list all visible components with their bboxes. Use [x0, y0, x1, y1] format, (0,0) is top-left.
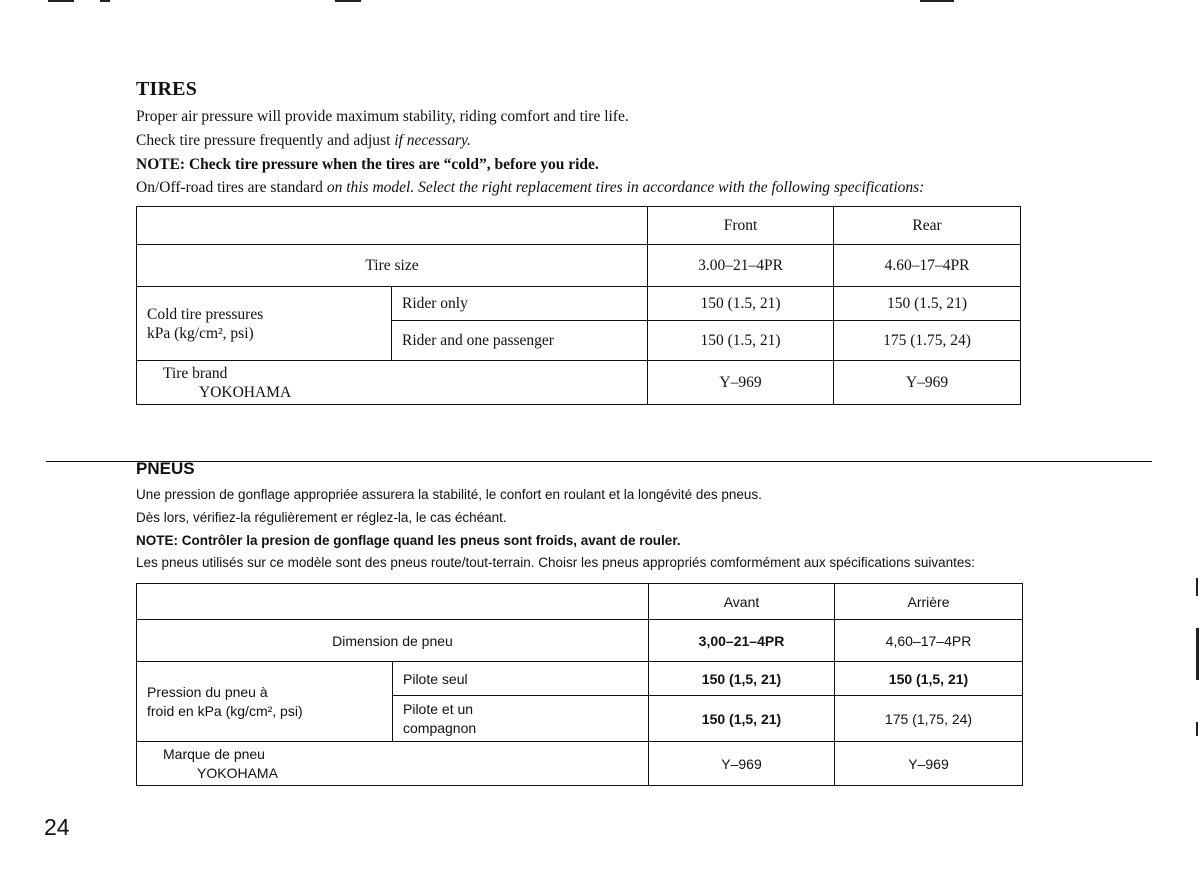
para-pneus-route: Les pneus utilisés sur ce modèle sont des pneus route/tout-terrain. Choisr les pneus appropriés comformément aux spécifications suivantes: — [136, 555, 975, 570]
para-spec-start: On/Off-road tires are standard — [136, 179, 327, 196]
scan-mark — [48, 0, 74, 2]
tire-brand-label-line1: Tire brand — [163, 364, 228, 382]
english-section — [136, 78, 1026, 405]
pilote-seul-front: 150 (1,5, 21) — [649, 662, 835, 696]
tire-brand-label — [137, 361, 648, 405]
tire-size-front: 3.00–21–4PR — [648, 245, 834, 287]
rider-only-rear: 150 (1.5, 21) — [834, 287, 1021, 321]
cold-pressure-label — [137, 287, 392, 361]
para-check-pressure — [136, 129, 1026, 153]
tire-brand-rear: Y–969 — [834, 361, 1021, 405]
scan-mark — [1196, 628, 1199, 680]
col-rear-header: Rear — [834, 207, 1021, 245]
para-spec-end: Select the right replacement tires in accordance with the following specifications: — [418, 179, 925, 196]
tire-brand-front: Y–969 — [648, 361, 834, 405]
rider-passenger-rear: 175 (1.75, 24) — [834, 321, 1021, 361]
para-verifiez: Dès lors, vérifiez-la régulièrement er réglez-la, le cas échéant. — [136, 510, 507, 525]
tire-spec-table-en — [136, 206, 1021, 405]
marque-rear: Y–969 — [835, 742, 1023, 786]
para-pression: Une pression de gonflage appropriée assurera la stabilité, le confort en roulant et la longévité des pneus. — [136, 487, 762, 502]
tires-heading: TIRES — [136, 78, 198, 100]
col-front-header: Front — [648, 207, 834, 245]
scan-mark — [1196, 722, 1198, 736]
page-number: 24 — [44, 814, 70, 840]
rider-only-label: Rider only — [392, 287, 648, 321]
para-check-italic: if necessary. — [394, 132, 471, 149]
pilote-seul-rear: 150 (1,5, 21) — [835, 662, 1023, 696]
para-spec-mid: on this model. — [326, 179, 419, 196]
marque-name: YOKOHAMA — [197, 764, 278, 781]
pilote-seul-label: Pilote seul — [393, 662, 649, 696]
header-blank-cell — [137, 207, 648, 245]
dimension-rear: 4,60–17–4PR — [835, 620, 1023, 662]
dimension-label: Dimension de pneu — [137, 620, 649, 662]
french-section — [136, 459, 1026, 786]
pilote-compagnon-line2: compagnon — [403, 719, 477, 736]
tire-spec-table-fr — [136, 583, 1023, 786]
rider-only-front: 150 (1.5, 21) — [648, 287, 834, 321]
note-pneus-froids: NOTE: Contrôler la presion de gonflage quand les pneus sont froids, avant de rouler. — [136, 533, 681, 548]
scan-mark — [920, 0, 954, 2]
pilote-compagnon-line1: Pilote et un — [403, 700, 474, 717]
scan-mark — [1196, 578, 1198, 596]
tire-brand-name: YOKOHAMA — [199, 383, 292, 401]
para-check-text: Check tire pressure frequently and adjust — [136, 132, 395, 149]
dimension-front: 3,00–21–4PR — [649, 620, 835, 662]
pression-froid-label-line2: froid en kPa (kg/cm², psi) — [147, 702, 303, 719]
pilote-compagnon-front: 150 (1,5, 21) — [649, 696, 835, 742]
marque-label — [137, 742, 649, 786]
marque-front: Y–969 — [649, 742, 835, 786]
scan-mark — [100, 0, 110, 2]
para-air-pressure: Proper air pressure will provide maximum stability, riding comfort and tire life. — [136, 108, 629, 125]
pilote-compagnon-rear: 175 (1,75, 24) — [835, 696, 1023, 742]
cold-pressure-label-line2: kPa (kg/cm², psi) — [147, 324, 254, 342]
tire-size-label: Tire size — [137, 245, 648, 287]
pilote-compagnon-label — [393, 696, 649, 742]
cold-pressure-label-line1: Cold tire pressures — [147, 305, 264, 323]
tire-size-rear: 4.60–17–4PR — [834, 245, 1021, 287]
note-cold-tires: NOTE: Check tire pressure when the tires are “cold”, before you ride. — [136, 156, 599, 173]
pression-froid-label — [137, 662, 393, 742]
col-avant-header: Avant — [649, 584, 835, 620]
header-blank-cell — [137, 584, 649, 620]
marque-label-line1: Marque de pneu — [163, 745, 265, 762]
col-arriere-header: Arrière — [835, 584, 1023, 620]
scan-mark — [335, 0, 361, 2]
pression-froid-label-line1: Pression du pneu à — [147, 683, 268, 700]
rider-passenger-front: 150 (1.5, 21) — [648, 321, 834, 361]
pneus-heading: PNEUS — [136, 459, 195, 478]
rider-passenger-label: Rider and one passenger — [392, 321, 648, 361]
para-replacement-tires — [136, 177, 1026, 198]
